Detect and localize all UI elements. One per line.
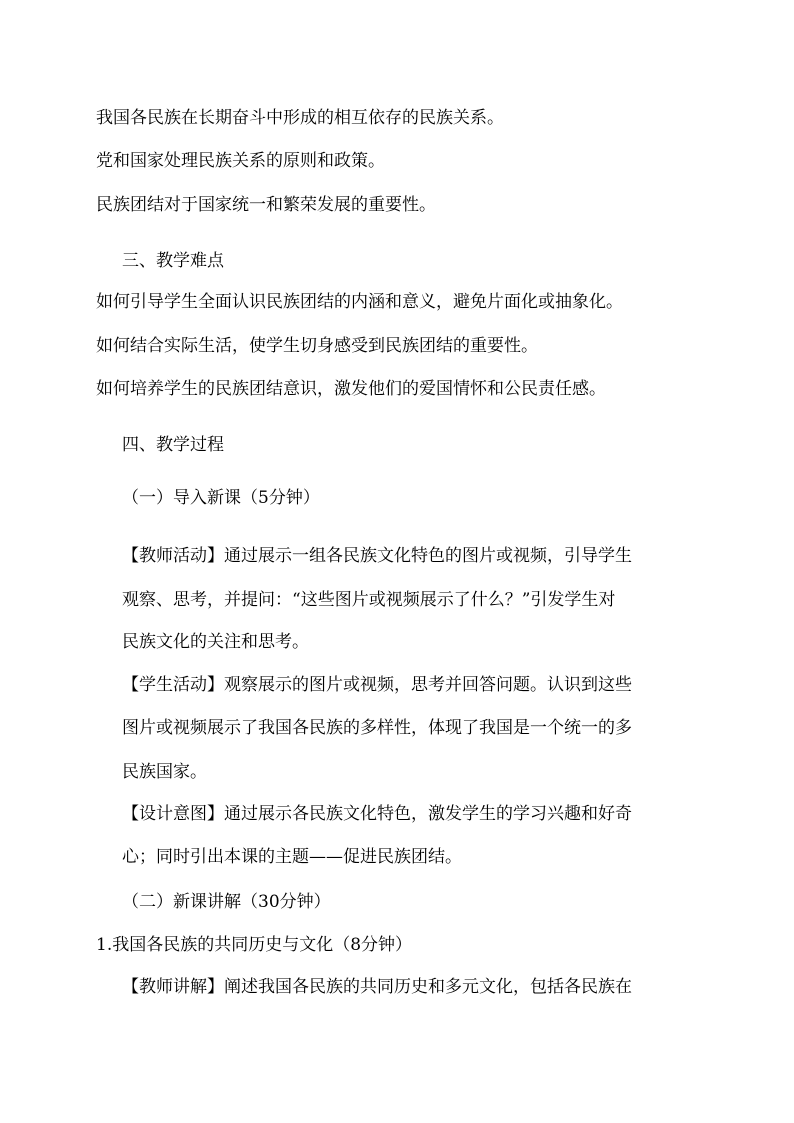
student-activity-line-2: 图片或视频展示了我国各民族的多样性，体现了我国是一个统一的多 [122, 718, 632, 738]
section-heading-difficulties: 三、教学难点 [122, 251, 224, 271]
difficulty-item-1: 如何引导学生全面认识民族团结的内涵和意义，避免片面化或抽象化。 [96, 292, 623, 312]
design-intent-text: 通过展示各民族文化特色，激发学生的学习兴趣和好奇 [224, 804, 632, 824]
student-activity-tag: 【学生活动】 [122, 675, 224, 695]
key-point-2: 党和国家处理民族关系的原则和政策。 [96, 151, 385, 171]
teacher-activity-line-3: 民族文化的关注和思考。 [122, 632, 309, 652]
teacher-activity-text: 通过展示一组各民族文化特色的图片或视频，引导学生 [224, 546, 632, 566]
key-point-3: 民族团结对于国家统一和繁荣发展的重要性。 [96, 195, 436, 215]
teacher-activity-line-1 [122, 544, 632, 568]
teacher-lecture-line-1 [122, 975, 632, 999]
design-intent-tag: 【设计意图】 [122, 804, 224, 824]
subsection-heading-lecture: （二）新课讲解（30分钟） [122, 892, 331, 912]
subsection-heading-intro: （一）导入新课（5分钟） [122, 488, 320, 508]
student-activity-text: 观察展示的图片或视频，思考并回答问题。认识到这些 [224, 675, 632, 695]
teacher-activity-line-2: 观察、思考，并提问：“这些图片或视频展示了什么？”引发学生对 [122, 590, 616, 610]
key-point-1: 我国各民族在长期奋斗中形成的相互依存的民族关系。 [96, 108, 504, 128]
teacher-lecture-tag: 【教师讲解】 [122, 977, 224, 997]
design-intent-line-2: 心；同时引出本课的主题——促进民族团结。 [122, 847, 462, 867]
difficulty-item-3: 如何培养学生的民族团结意识，激发他们的爱国情怀和公民责任感。 [96, 379, 606, 399]
section-heading-process: 四、教学过程 [122, 435, 224, 455]
student-activity-line-3: 民族国家。 [122, 762, 207, 782]
teacher-lecture-text: 阐述我国各民族的共同历史和多元文化，包括各民族在 [224, 977, 632, 997]
teacher-activity-tag: 【教师活动】 [122, 546, 224, 566]
design-intent-line-1 [122, 802, 632, 826]
student-activity-line-1 [122, 673, 632, 697]
difficulty-item-2: 如何结合实际生活，使学生切身感受到民族团结的重要性。 [96, 336, 538, 356]
lecture-subheading-1: 1.我国各民族的共同历史与文化（8分钟） [96, 935, 413, 955]
